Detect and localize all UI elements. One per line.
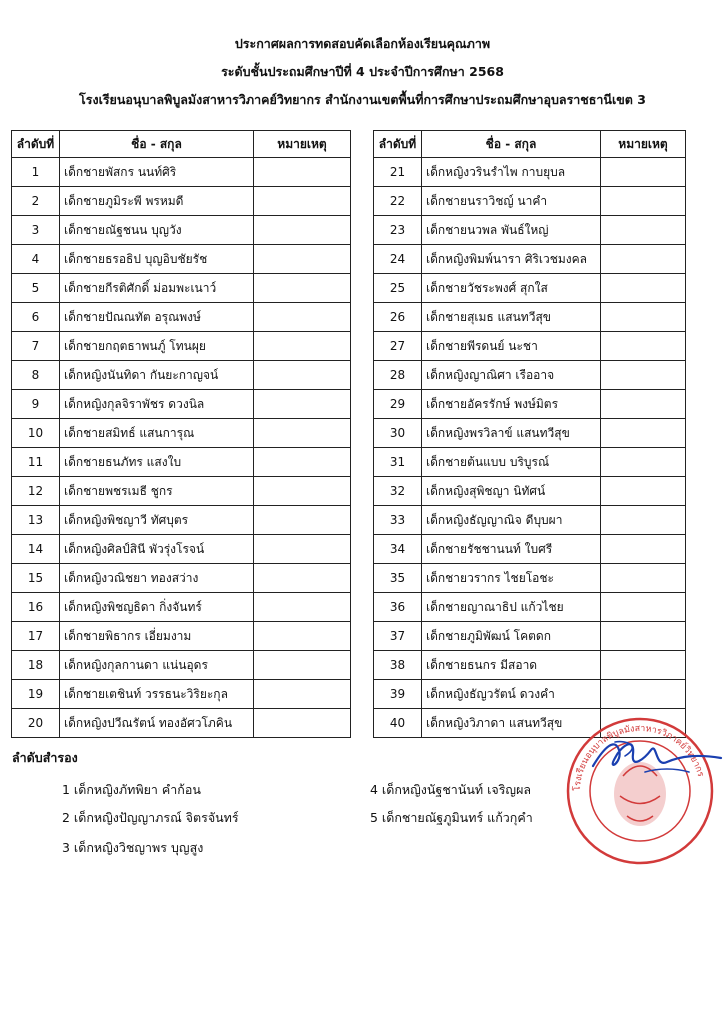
row-number: 25 — [374, 274, 422, 303]
row-number: 18 — [12, 651, 60, 680]
row-number: 27 — [374, 332, 422, 361]
student-name: เด็กชายพีรดนย์ นะชา — [422, 332, 601, 361]
student-name: เด็กชายวรากร ไชยโอชะ — [422, 564, 601, 593]
table-row — [374, 361, 686, 390]
student-name: เด็กชายต้นแบบ บริบูรณ์ — [422, 448, 601, 477]
student-name: เด็กหญิงธัญญาณิจ ดีบุบผา — [422, 506, 601, 535]
row-number: 39 — [374, 680, 422, 709]
row-number: 17 — [12, 622, 60, 651]
table-header-row — [374, 131, 686, 158]
note-cell — [254, 593, 351, 622]
note-cell — [601, 187, 686, 216]
note-cell — [601, 216, 686, 245]
row-number: 22 — [374, 187, 422, 216]
row-number: 15 — [12, 564, 60, 593]
table-row — [12, 158, 351, 187]
grade-year-line: ระดับชั้นประถมศึกษาปีที่ 4 ประจำปีการศึกษา 2568 — [221, 64, 504, 79]
student-name: เด็กชายกีรติศักดิ์ ม่อมพะเนาว์ — [60, 274, 254, 303]
table-row — [374, 506, 686, 535]
row-number: 12 — [12, 477, 60, 506]
table-row — [374, 448, 686, 477]
note-cell — [254, 332, 351, 361]
student-name: เด็กชายภูมิพัฒน์ โคตดก — [422, 622, 601, 651]
note-cell — [254, 158, 351, 187]
student-name: เด็กชายปัณณทัต อรุณพงษ์ — [60, 303, 254, 332]
table-row — [12, 187, 351, 216]
alternate-item: 3 เด็กหญิงวิชญาพร บุญสูง — [62, 840, 204, 855]
table-row — [374, 477, 686, 506]
student-name: เด็กชายญาณาธิป แก้วไชย — [422, 593, 601, 622]
school-line: โรงเรียนอนุบาลพิบูลมังสาหารวิภาคย์วิทยากร สำนักงานเขตพื้นที่การศึกษาประถมศึกษาอุบลราชธานีเขต 3 — [79, 92, 646, 107]
alternate-item: 4 เด็กหญิงนัฐชานันท์ เจริญผล — [370, 782, 532, 797]
student-name: เด็กหญิงศิลป์สินี พัวรุ่งโรจน์ — [60, 535, 254, 564]
signature — [585, 728, 725, 788]
row-number: 26 — [374, 303, 422, 332]
table-header-row — [12, 131, 351, 158]
student-name: เด็กชายธนกร มีสอาด — [422, 651, 601, 680]
row-number: 8 — [12, 361, 60, 390]
row-number: 16 — [12, 593, 60, 622]
table-row — [12, 477, 351, 506]
note-cell — [601, 564, 686, 593]
table-row — [374, 680, 686, 709]
row-number: 32 — [374, 477, 422, 506]
row-number: 11 — [12, 448, 60, 477]
roster-table-right — [373, 130, 686, 738]
student-name: เด็กชายภูมิระพี พรหมดี — [60, 187, 254, 216]
table-row — [12, 216, 351, 245]
note-cell — [601, 448, 686, 477]
row-number: 4 — [12, 245, 60, 274]
row-number: 5 — [12, 274, 60, 303]
note-cell — [601, 361, 686, 390]
col-header-no: ลำดับที่ — [374, 131, 422, 158]
note-cell — [254, 303, 351, 332]
table-row — [12, 448, 351, 477]
row-number: 10 — [12, 419, 60, 448]
table-row — [12, 651, 351, 680]
note-cell — [601, 158, 686, 187]
student-name: เด็กชายพัสกร นนท์ศิริ — [60, 158, 254, 187]
note-cell — [601, 245, 686, 274]
note-cell — [601, 622, 686, 651]
note-cell — [254, 622, 351, 651]
student-name: เด็กชายนวพล พันธ์ใหญ่ — [422, 216, 601, 245]
col-header-note: หมายเหตุ — [601, 131, 686, 158]
note-cell — [254, 245, 351, 274]
note-cell — [254, 390, 351, 419]
roster-table-left — [11, 130, 351, 738]
table-row — [12, 593, 351, 622]
note-cell — [254, 477, 351, 506]
student-name: เด็กหญิงพิชญาวี ทัศบุตร — [60, 506, 254, 535]
student-name: เด็กชายธนภัทร แสงใบ — [60, 448, 254, 477]
note-cell — [254, 274, 351, 303]
note-cell — [601, 419, 686, 448]
table-row — [374, 593, 686, 622]
student-name: เด็กหญิงพรวิลาข์ แสนทวีสุข — [422, 419, 601, 448]
note-cell — [254, 709, 351, 738]
alternate-item: 1 เด็กหญิงภัทพิยา คำก้อน — [62, 782, 201, 797]
student-name: เด็กหญิงกุลกานดา แน่นอุดร — [60, 651, 254, 680]
row-number: 3 — [12, 216, 60, 245]
table-row — [12, 535, 351, 564]
note-cell — [601, 593, 686, 622]
row-number: 6 — [12, 303, 60, 332]
note-cell — [601, 390, 686, 419]
alternate-item: 2 เด็กหญิงปัญญาภรณ์ จิตรจันทร์ — [62, 810, 239, 825]
note-cell — [254, 187, 351, 216]
table-row — [12, 303, 351, 332]
table-row — [12, 274, 351, 303]
student-name: เด็กชายธรอธิป บุญอิบชัยรัช — [60, 245, 254, 274]
table-row — [12, 506, 351, 535]
student-name: เด็กชายวัชระพงศ์ สุกใส — [422, 274, 601, 303]
row-number: 37 — [374, 622, 422, 651]
student-name: เด็กชายกฤตธาพนภู์ โทนผุย — [60, 332, 254, 361]
announcement-title: ประกาศผลการทดสอบคัดเลือกห้องเรียนคุณภาพ — [234, 36, 491, 51]
note-cell — [601, 274, 686, 303]
student-name: เด็กหญิงพิชญธิดา กิ่งจันทร์ — [60, 593, 254, 622]
table-row — [374, 332, 686, 361]
col-header-name: ชื่อ - สกุล — [422, 131, 601, 158]
student-name: เด็กชายสมิทธ์ แสนการุณ — [60, 419, 254, 448]
note-cell — [254, 535, 351, 564]
row-number: 36 — [374, 593, 422, 622]
table-row — [374, 187, 686, 216]
table-row — [374, 274, 686, 303]
student-name: เด็กหญิงพิมพ์นารา ศิริเวชมงคล — [422, 245, 601, 274]
student-name: เด็กหญิงสุพิชญา นิทัศน์ — [422, 477, 601, 506]
student-name: เด็กหญิงนันทิดา กันยะกาญจน์ — [60, 361, 254, 390]
alternates-title: ลำดับสำรอง — [12, 750, 78, 765]
table-row — [12, 332, 351, 361]
table-row — [12, 419, 351, 448]
row-number: 31 — [374, 448, 422, 477]
student-name: เด็กหญิงวิภาดา แสนทวีสุข — [422, 709, 601, 738]
table-row — [374, 419, 686, 448]
note-cell — [254, 216, 351, 245]
note-cell — [601, 506, 686, 535]
table-row — [374, 216, 686, 245]
col-header-note: หมายเหตุ — [254, 131, 351, 158]
table-row — [374, 390, 686, 419]
student-name: เด็กชายนราวิชญ์ นาคำ — [422, 187, 601, 216]
row-number: 34 — [374, 535, 422, 564]
note-cell — [254, 564, 351, 593]
row-number: 14 — [12, 535, 60, 564]
note-cell — [601, 477, 686, 506]
student-name: เด็กชายอัครรักษ์ พงษ์มิตร — [422, 390, 601, 419]
row-number: 2 — [12, 187, 60, 216]
row-number: 20 — [12, 709, 60, 738]
row-number: 30 — [374, 419, 422, 448]
row-number: 13 — [12, 506, 60, 535]
table-row — [374, 651, 686, 680]
note-cell — [601, 332, 686, 361]
student-name: เด็กชายณัฐชนน บุญวัง — [60, 216, 254, 245]
col-header-no: ลำดับที่ — [12, 131, 60, 158]
row-number: 1 — [12, 158, 60, 187]
row-number: 23 — [374, 216, 422, 245]
student-name: เด็กชายรัชชานนท์ ใบศรี — [422, 535, 601, 564]
table-row — [374, 158, 686, 187]
student-name: เด็กชายพิธากร เอี่ยมงาม — [60, 622, 254, 651]
row-number: 7 — [12, 332, 60, 361]
table-row — [12, 622, 351, 651]
student-name: เด็กหญิงกุลจิราพัชร ดวงนิล — [60, 390, 254, 419]
row-number: 21 — [374, 158, 422, 187]
table-row — [374, 303, 686, 332]
row-number: 28 — [374, 361, 422, 390]
table-row — [12, 709, 351, 738]
student-name: เด็กหญิงปวีณรัตน์ ทองอัศวโภคิน — [60, 709, 254, 738]
table-row — [374, 245, 686, 274]
table-row — [12, 680, 351, 709]
col-header-name: ชื่อ - สกุล — [60, 131, 254, 158]
note-cell — [254, 448, 351, 477]
row-number: 24 — [374, 245, 422, 274]
student-name: เด็กชายเตชินท์ วรรธนะวิริยะกุล — [60, 680, 254, 709]
student-name: เด็กชายสุเมธ แสนทวีสุข — [422, 303, 601, 332]
table-row — [12, 361, 351, 390]
alternate-item: 5 เด็กชายณัฐภูมินทร์ แก้วกุคำ — [370, 810, 533, 825]
svg-text:โรงเรียนอนุบาลพิบูลมังสาหารวิภ: โรงเรียนอนุบาลพิบูลมังสาหารวิภาคย์วิทยากร — [572, 723, 706, 792]
table-row — [12, 564, 351, 593]
row-number: 33 — [374, 506, 422, 535]
student-name: เด็กหญิงธัญวรัตน์ ดวงคำ — [422, 680, 601, 709]
table-row — [12, 390, 351, 419]
note-cell — [601, 303, 686, 332]
note-cell — [601, 651, 686, 680]
table-row — [12, 245, 351, 274]
note-cell — [601, 680, 686, 709]
student-name: เด็กหญิงวรินรำไพ กาบยุบล — [422, 158, 601, 187]
table-row — [374, 622, 686, 651]
note-cell — [254, 361, 351, 390]
student-name: เด็กหญิงญาณิศา เรืออาจ — [422, 361, 601, 390]
note-cell — [254, 506, 351, 535]
note-cell — [254, 419, 351, 448]
note-cell — [601, 535, 686, 564]
row-number: 29 — [374, 390, 422, 419]
student-name: เด็กชายพชรเมธี ชูกร — [60, 477, 254, 506]
table-row — [374, 535, 686, 564]
note-cell — [254, 651, 351, 680]
row-number: 38 — [374, 651, 422, 680]
note-cell — [254, 680, 351, 709]
table-row — [374, 564, 686, 593]
row-number: 40 — [374, 709, 422, 738]
row-number: 9 — [12, 390, 60, 419]
student-name: เด็กหญิงวณิชยา ทองสว่าง — [60, 564, 254, 593]
row-number: 19 — [12, 680, 60, 709]
row-number: 35 — [374, 564, 422, 593]
